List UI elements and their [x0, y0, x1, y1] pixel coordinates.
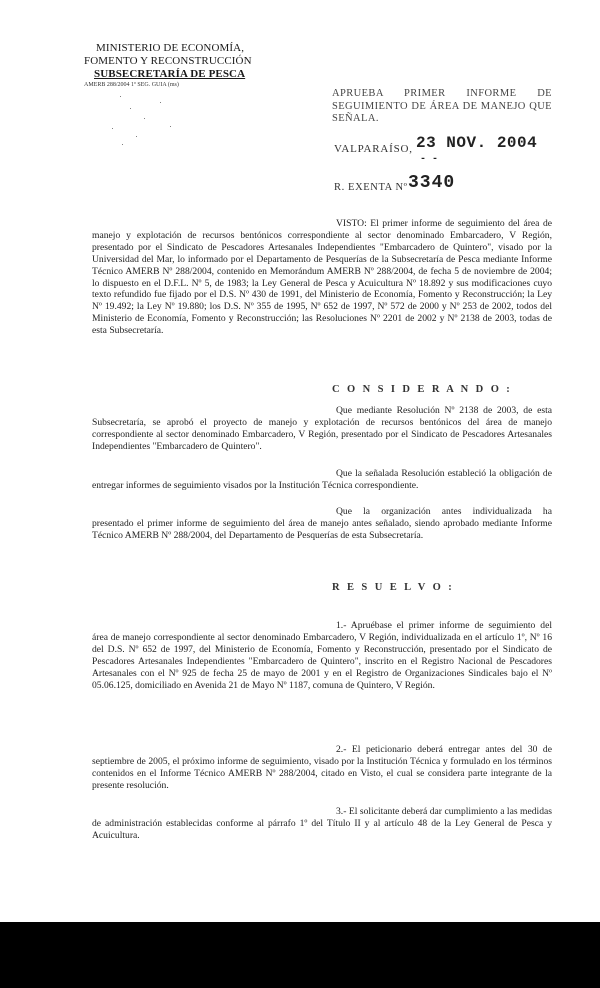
subject-line-3: SEÑALA.: [332, 113, 379, 124]
resuelvo-paragraph-2: 2.- El peticionario deberá entregar antes del 30 de septiembre de 2005, el próximo informe de seguimiento, visado por la Institución Técnica y formulado en los términos contenidos en el Informe Técnico AMERB Nº 288/2004, citado en Visto, el cual se considera parte integrante de la presente resolución.: [92, 744, 552, 791]
considerando-heading: C O N S I D E R A N D O :: [332, 384, 513, 395]
resuelvo-paragraph-1: 1.- Apruébase el primer informe de seguimiento del área de manejo correspondiente al sector denominado Embarcadero, V Región, individualizada en el artículo 1º, Nº 16 del D.S. Nº 652 de 1997, del Ministerio de Economía, Fomento y Reconstrucción, presentado por el Sindicato de Pescadores Artesanales Independientes "Embarcadero de Quintero", inscrito en el Registro Nacional de Pescadores Artesanales con el Nº 925 de fecha 25 de mayo de 2001 y en el Registro de Organizaciones Sindicales bajo el Nº 05.06.125, domiciliado en Avenida 21 de Mayo Nº 1187, comuna de Quintero, V Región.: [92, 620, 552, 691]
subject-line-1: APRUEBA PRIMER INFORME DE: [332, 88, 552, 99]
considerando-paragraph-2: Que la señalada Resolución estableció la obligación de entregar informes de seguimiento visados por la Institución Técnica correspondiente.: [92, 468, 552, 491]
resolution-label: R. EXENTA Nº: [334, 182, 408, 193]
date-stamp: 23 NOV. 2004: [416, 134, 538, 152]
considerando-paragraph-1: Que mediante Resolución Nº 2138 de 2003, de esta Subsecretaría, se aprobó el proyecto de manejo y explotación de recursos bentónicos del área de manejo correspondiente al sector denominado Embarcadero, V Región, presentado por el Sindicato de Pescadores Artesanales Independientes "Embarcadero de Quintero".: [92, 405, 552, 452]
subsecretaria-line: SUBSECRETARÍA DE PESCA: [94, 68, 246, 80]
subject-block: [332, 88, 552, 126]
resuelvo-paragraph-3: 3.- El solicitante deberá dar cumplimiento a las medidas de administración establecidas conforme al párrafo 1º del Título II y al artículo 48 de la Ley General de Pesca y Acuicultura.: [92, 806, 552, 841]
reference-code: AMERB 288/2004 1º SEG. GUIA (ms): [84, 82, 179, 88]
considerando-paragraph-3: Que la organización antes individualizada ha presentado el primer informe de seguimiento del área de manejo antes señalado, siendo aprobado mediante Informe Técnico AMERB Nº 288/2004, del Departamento de Pesquerías de esta Subsecretaría.: [92, 506, 552, 541]
ministry-line-2: FOMENTO Y RECONSTRUCCIÓN: [84, 55, 252, 67]
resolution-number: 3340: [408, 173, 456, 193]
seal-stamp: [100, 88, 190, 158]
visto-paragraph: VISTO: El primer informe de seguimiento del área de manejo y explotación de recursos bentónicos correspondiente al sector denominado Embarcadero, V Región, presentado por el Sindicato de Pescadores Artesanales Independientes "Embarcadero de Quintero", visado por la Universidad del Mar, lo informado por el Departamento de Pesquerías de la Subsecretaría de Pesca mediante Informe Técnico AMERB Nº 288/2004, contenido en Memorándum AMERB Nº 288/2004, de fecha 5 de noviembre de 2004; lo dispuesto en el D.F.L. Nº 5, de 1983; la Ley General de Pesca y Acuicultura Nº 18.892 y sus modificaciones cuyo texto refundido fue fijado por el D.S. Nº 430 de 1991, del Ministerio de Economía, Fomento y Reconstrucción; la Ley Nº 19.492; la Ley Nº 19.880; los D.S. Nº 355 de 1995, Nº 652 de 1997, Nº 572 de 2000 y Nº 253 de 2002, todos del Ministerio de Economía, Fomento y Reconstrucción; las Resoluciones Nº 2201 de 2002 y Nº 2138 de 2003, todas de esta Subsecretaría.: [92, 218, 552, 337]
date-dash: - -: [420, 154, 439, 165]
place-label: VALPARAÍSO,: [334, 143, 413, 155]
ministry-line-1: MINISTERIO DE ECONOMÍA,: [96, 42, 245, 54]
resuelvo-heading: R E S U E L V O :: [332, 582, 455, 593]
subject-line-2: SEGUIMIENTO DE ÁREA DE MANEJO QUE: [332, 100, 552, 112]
